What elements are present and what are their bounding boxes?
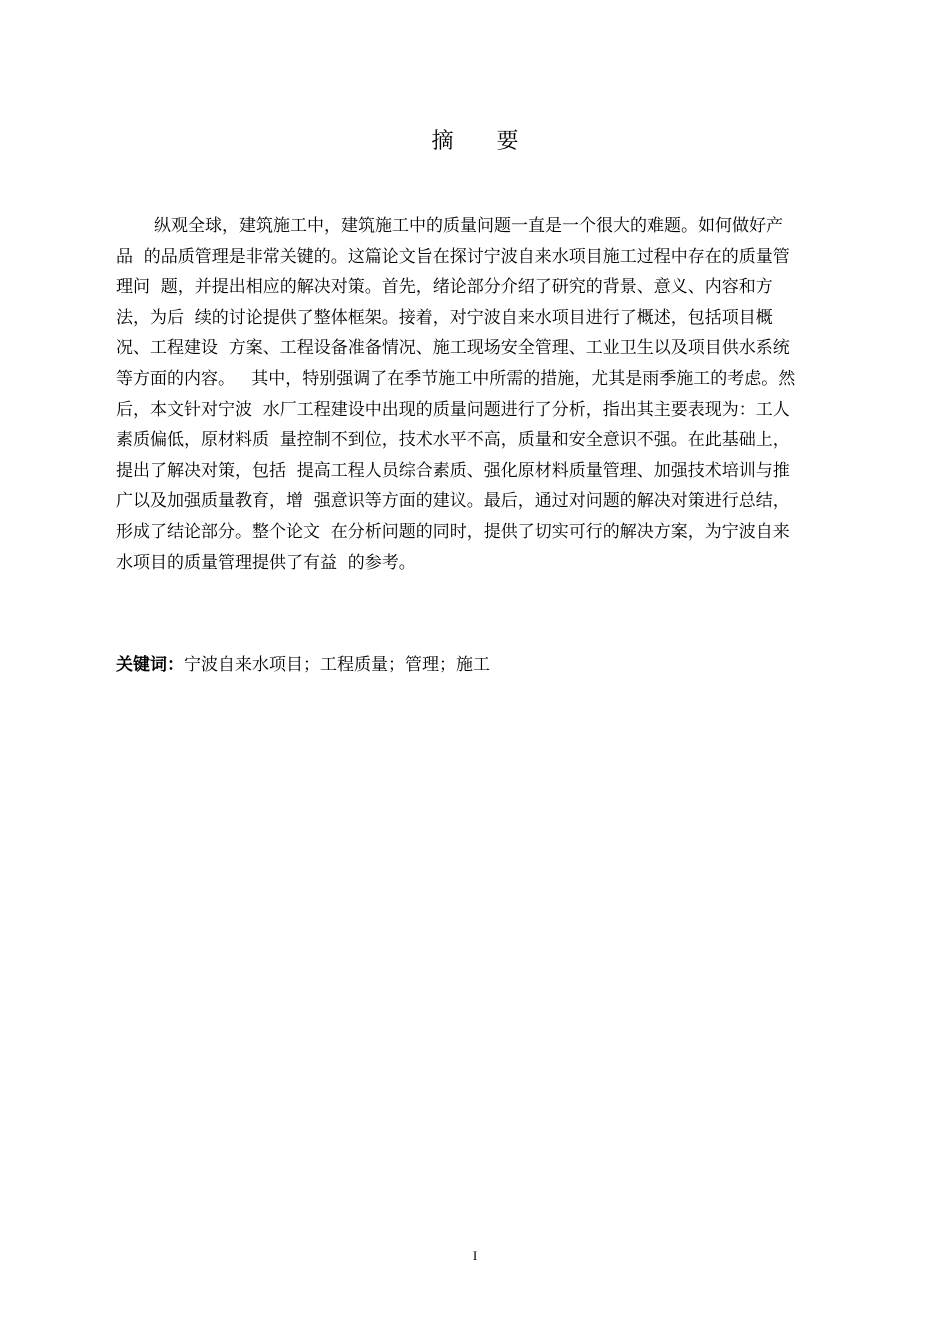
keywords-text: 宁波自来水项目；工程质量；管理；施工 <box>184 655 490 675</box>
abstract-line: 提出了解决对策，包括 提高工程人员综合素质、强化原材料质量管理、加强技术培训与推 <box>116 460 790 481</box>
page-number: I <box>472 1248 478 1263</box>
abstract-line: 水项目的质量管理提供了有益 的参考。 <box>116 552 416 573</box>
keywords <box>116 650 490 680</box>
abstract-line: 理问 题，并提出相应的解决对策。首先，绪论部分介绍了研究的背景、意义、内容和方 <box>116 277 773 298</box>
abstract-body <box>116 211 856 578</box>
abstract-title: 摘 要 <box>431 129 537 154</box>
abstract-line: 广以及加强质量教育，增 强意识等方面的建议。最后，通过对问题的解决对策进行总结， <box>116 491 790 512</box>
abstract-line: 等方面的内容。 其中，特别强调了在季节施工中所需的措施，尤其是雨季施工的考虑。然 <box>116 368 796 389</box>
abstract-line: 品 的品质管理是非常关键的。这篇论文旨在探讨宁波自来水项目施工过程中存在的质量管 <box>116 246 790 267</box>
abstract-line: 法，为后 续的讨论提供了整体框架。接着，对宁波自来水项目进行了概述，包括项目概 <box>116 307 773 328</box>
abstract-line: 纵观全球，建筑施工中，建筑施工中的质量问题一直是一个很大的难题。如何做好产 <box>154 216 783 236</box>
abstract-line: 素质偏低，原材料质 量控制不到位，技术水平不高，质量和安全意识不强。在此基础上， <box>116 430 790 451</box>
abstract-line: 后，本文针对宁波 水厂工程建设中出现的质量问题进行了分析，指出其主要表现为：工人 <box>116 399 790 420</box>
abstract-line: 况、工程建设 方案、工程设备准备情况、施工现场安全管理、工业卫生以及项目供水系统 <box>116 338 790 359</box>
abstract-line: 形成了结论部分。整个论文 在分析问题的同时，提供了切实可行的解决方案，为宁波自来 <box>116 521 790 542</box>
keywords-label: 关键词： <box>116 655 184 675</box>
